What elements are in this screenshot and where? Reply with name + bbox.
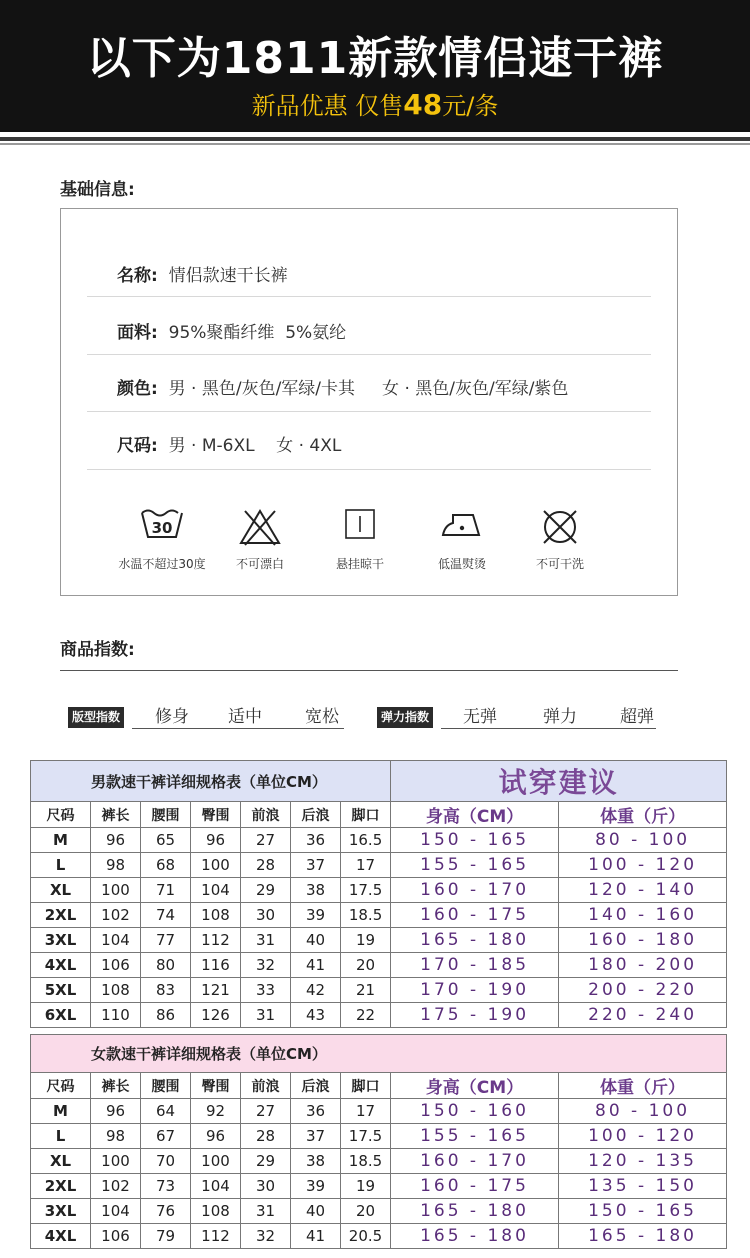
fit-scale-line	[132, 728, 344, 729]
measure-cell: 27	[241, 828, 291, 853]
banner-sub-prefix: 新品优惠 仅售	[251, 92, 404, 120]
measure-cell: 29	[241, 878, 291, 903]
info-divider	[87, 411, 651, 412]
fit-option: 宽松	[305, 707, 339, 727]
col-header: 腰围	[141, 1073, 191, 1099]
measure-cell: 37	[291, 853, 341, 878]
measure-cell: 30	[241, 903, 291, 928]
stretch-index-badge: 弹力指数	[377, 707, 433, 728]
recommend-cell: 165 - 180	[559, 1224, 727, 1249]
info-row-fabric	[117, 318, 346, 343]
table-row	[31, 828, 727, 853]
recommend-cell: 135 - 150	[559, 1174, 727, 1199]
care-item-hang-dry	[305, 507, 415, 572]
size-cell: 4XL	[31, 953, 91, 978]
info-divider	[87, 469, 651, 470]
measure-cell: 80	[141, 953, 191, 978]
measure-cell: 20.5	[341, 1224, 391, 1249]
measure-cell: 20	[341, 1199, 391, 1224]
measure-cell: 31	[241, 1199, 291, 1224]
measure-cell: 108	[191, 1199, 241, 1224]
recommend-cell: 160 - 170	[391, 1149, 559, 1174]
care-item-no-dry-clean	[505, 507, 615, 572]
size-cell: XL	[31, 878, 91, 903]
care-item-no-bleach	[205, 507, 315, 572]
hang-dry-icon	[343, 507, 377, 541]
col-header: 臀围	[191, 802, 241, 828]
recommend-cell: 155 - 165	[391, 853, 559, 878]
recommend-cell: 160 - 175	[391, 1174, 559, 1199]
info-label: 颜色:	[117, 379, 158, 399]
measure-cell: 31	[241, 928, 291, 953]
table-row	[31, 1099, 727, 1124]
measure-cell: 100	[191, 853, 241, 878]
col-header: 前浪	[241, 802, 291, 828]
measure-cell: 106	[91, 1224, 141, 1249]
measure-cell: 108	[191, 903, 241, 928]
care-label: 悬挂晾干	[335, 557, 384, 571]
measure-cell: 96	[191, 828, 241, 853]
measure-cell: 104	[191, 1174, 241, 1199]
measure-cell: 22	[341, 1003, 391, 1028]
stretch-option: 无弹	[463, 707, 497, 727]
measure-cell: 18.5	[341, 903, 391, 928]
wash-30-icon	[139, 507, 185, 541]
recommend-cell: 160 - 180	[559, 928, 727, 953]
care-label: 不可干洗	[535, 557, 584, 571]
measure-cell: 71	[141, 878, 191, 903]
measure-cell: 68	[141, 853, 191, 878]
info-value: 95%聚酯纤维 5%氨纶	[168, 323, 347, 343]
measure-cell: 100	[191, 1149, 241, 1174]
table-row	[31, 903, 727, 928]
recommend-cell: 175 - 190	[391, 1003, 559, 1028]
measure-cell: 96	[91, 1099, 141, 1124]
measure-cell: 17.5	[341, 878, 391, 903]
col-header: 腰围	[141, 802, 191, 828]
measure-cell: 65	[141, 828, 191, 853]
measure-cell: 38	[291, 878, 341, 903]
fit-option: 修身	[155, 707, 189, 727]
measure-cell: 74	[141, 903, 191, 928]
col-header: 尺码	[31, 802, 91, 828]
low-iron-icon	[439, 507, 485, 541]
col-header: 后浪	[291, 802, 341, 828]
banner-price: 48	[403, 88, 443, 121]
measure-cell: 41	[291, 1224, 341, 1249]
col-header: 脚口	[341, 802, 391, 828]
measure-cell: 100	[91, 1149, 141, 1174]
table-row	[31, 853, 727, 878]
table-row	[31, 953, 727, 978]
col-header: 脚口	[341, 1073, 391, 1099]
wash-temp-label: 30	[151, 519, 173, 537]
care-item-low-iron	[407, 507, 517, 572]
size-cell: M	[31, 828, 91, 853]
info-row-size	[117, 431, 341, 456]
recommend-cell: 160 - 175	[391, 903, 559, 928]
women-size-table	[30, 1034, 727, 1249]
measure-cell: 30	[241, 1174, 291, 1199]
recommend-cell: 200 - 220	[559, 978, 727, 1003]
table-row	[31, 1003, 727, 1028]
measure-cell: 106	[91, 953, 141, 978]
measure-cell: 104	[91, 1199, 141, 1224]
measure-cell: 31	[241, 1003, 291, 1028]
measure-cell: 98	[91, 853, 141, 878]
measure-cell: 102	[91, 903, 141, 928]
info-row-name	[117, 261, 288, 286]
measure-cell: 38	[291, 1149, 341, 1174]
measure-cell: 70	[141, 1149, 191, 1174]
col-header: 后浪	[291, 1073, 341, 1099]
recommend-cell: 100 - 120	[559, 1124, 727, 1149]
table-row	[31, 978, 727, 1003]
measure-cell: 40	[291, 1199, 341, 1224]
measure-cell: 32	[241, 953, 291, 978]
measure-cell: 21	[341, 978, 391, 1003]
measure-cell: 92	[191, 1099, 241, 1124]
measure-cell: 110	[91, 1003, 141, 1028]
size-cell: L	[31, 1124, 91, 1149]
recommend-cell: 170 - 185	[391, 953, 559, 978]
care-item-wash	[107, 507, 217, 572]
size-cell: 2XL	[31, 1174, 91, 1199]
recommend-cell: 180 - 200	[559, 953, 727, 978]
info-value: 男 · M-6XL 女 · 4XL	[168, 436, 342, 456]
measure-cell: 27	[241, 1099, 291, 1124]
measure-cell: 40	[291, 928, 341, 953]
product-index-heading: 商品指数:	[60, 640, 135, 660]
measure-cell: 16.5	[341, 828, 391, 853]
size-cell: 3XL	[31, 1199, 91, 1224]
recommend-cell: 160 - 170	[391, 878, 559, 903]
care-label: 不可漂白	[235, 557, 284, 571]
measure-cell: 32	[241, 1224, 291, 1249]
measure-cell: 112	[191, 1224, 241, 1249]
size-cell: 3XL	[31, 928, 91, 953]
measure-cell: 121	[191, 978, 241, 1003]
stretch-option: 超弹	[620, 707, 654, 727]
col-header: 前浪	[241, 1073, 291, 1099]
measure-cell: 43	[291, 1003, 341, 1028]
women-table-header-row	[31, 1073, 727, 1099]
col-header: 尺码	[31, 1073, 91, 1099]
measure-cell: 77	[141, 928, 191, 953]
recommend-cell: 150 - 165	[391, 828, 559, 853]
col-header: 身高（CM）	[391, 1073, 559, 1099]
size-cell: M	[31, 1099, 91, 1124]
fit-option: 适中	[228, 707, 262, 727]
stretch-scale-line	[441, 728, 656, 729]
fit-index-badge: 版型指数	[68, 707, 124, 728]
measure-cell: 64	[141, 1099, 191, 1124]
measure-cell: 37	[291, 1124, 341, 1149]
info-divider	[87, 354, 651, 355]
measure-cell: 19	[341, 1174, 391, 1199]
measure-cell: 42	[291, 978, 341, 1003]
measure-cell: 17.5	[341, 1124, 391, 1149]
measure-cell: 104	[191, 878, 241, 903]
measure-cell: 104	[91, 928, 141, 953]
care-label: 水温不超过30度	[118, 557, 206, 571]
no-dry-clean-icon	[539, 507, 581, 547]
measure-cell: 17	[341, 1099, 391, 1124]
men-table-title: 男款速干裤详细规格表（单位CM）	[31, 761, 391, 802]
measure-cell: 20	[341, 953, 391, 978]
recommend-cell: 155 - 165	[391, 1124, 559, 1149]
measure-cell: 36	[291, 828, 341, 853]
info-label: 名称:	[117, 266, 158, 286]
recommend-cell: 165 - 180	[391, 928, 559, 953]
size-cell: 4XL	[31, 1224, 91, 1249]
col-header: 身高（CM）	[391, 802, 559, 828]
measure-cell: 29	[241, 1149, 291, 1174]
table-row	[31, 1224, 727, 1249]
recommend-cell: 100 - 120	[559, 853, 727, 878]
recommend-cell: 140 - 160	[559, 903, 727, 928]
banner-title: 以下为1811新款情侣速干裤	[86, 33, 664, 84]
info-label: 尺码:	[117, 436, 158, 456]
measure-cell: 19	[341, 928, 391, 953]
measure-cell: 73	[141, 1174, 191, 1199]
measure-cell: 96	[91, 828, 141, 853]
measure-cell: 18.5	[341, 1149, 391, 1174]
men-size-table	[30, 760, 727, 1028]
basic-info-heading: 基础信息:	[60, 180, 135, 200]
info-row-color	[117, 374, 568, 399]
table-row	[31, 1174, 727, 1199]
measure-cell: 79	[141, 1224, 191, 1249]
measure-cell: 100	[91, 878, 141, 903]
recommend-cell: 150 - 165	[559, 1199, 727, 1224]
table-row	[31, 1199, 727, 1224]
recommend-cell: 220 - 240	[559, 1003, 727, 1028]
info-value: 情侣款速干长裤	[168, 266, 288, 286]
info-divider	[87, 296, 651, 297]
recommend-cell: 80 - 100	[559, 1099, 727, 1124]
measure-cell: 76	[141, 1199, 191, 1224]
measure-cell: 83	[141, 978, 191, 1003]
measure-cell: 41	[291, 953, 341, 978]
promo-banner	[0, 0, 750, 132]
size-cell: 6XL	[31, 1003, 91, 1028]
measure-cell: 98	[91, 1124, 141, 1149]
care-label: 低温熨烫	[437, 557, 486, 571]
men-try-on-title: 试穿建议	[391, 761, 727, 802]
table-row	[31, 1149, 727, 1174]
measure-cell: 33	[241, 978, 291, 1003]
info-value: 男 · 黑色/灰色/军绿/卡其 女 · 黑色/灰色/军绿/紫色	[168, 379, 569, 399]
measure-cell: 112	[191, 928, 241, 953]
recommend-cell: 120 - 135	[559, 1149, 727, 1174]
info-label: 面料:	[117, 323, 158, 343]
basic-info-box	[60, 208, 678, 596]
section-divider	[60, 670, 678, 671]
women-table-title: 女款速干裤详细规格表（单位CM）	[31, 1035, 727, 1073]
measure-cell: 17	[341, 853, 391, 878]
measure-cell: 28	[241, 1124, 291, 1149]
col-header: 裤长	[91, 802, 141, 828]
stretch-option: 弹力	[543, 707, 577, 727]
banner-divider	[0, 137, 750, 141]
measure-cell: 116	[191, 953, 241, 978]
size-cell: L	[31, 853, 91, 878]
recommend-cell: 165 - 180	[391, 1224, 559, 1249]
size-cell: XL	[31, 1149, 91, 1174]
measure-cell: 28	[241, 853, 291, 878]
measure-cell: 102	[91, 1174, 141, 1199]
banner-divider-thin	[0, 143, 750, 145]
measure-cell: 36	[291, 1099, 341, 1124]
table-row	[31, 1124, 727, 1149]
measure-cell: 108	[91, 978, 141, 1003]
banner-sub-suffix: 元/条	[442, 92, 499, 120]
recommend-cell: 120 - 140	[559, 878, 727, 903]
col-header: 体重（斤）	[559, 802, 727, 828]
measure-cell: 39	[291, 903, 341, 928]
size-cell: 2XL	[31, 903, 91, 928]
measure-cell: 126	[191, 1003, 241, 1028]
measure-cell: 86	[141, 1003, 191, 1028]
col-header: 臀围	[191, 1073, 241, 1099]
recommend-cell: 170 - 190	[391, 978, 559, 1003]
measure-cell: 96	[191, 1124, 241, 1149]
banner-subtitle	[0, 86, 750, 121]
no-bleach-icon	[237, 507, 283, 547]
col-header: 体重（斤）	[559, 1073, 727, 1099]
table-row	[31, 928, 727, 953]
size-cell: 5XL	[31, 978, 91, 1003]
recommend-cell: 80 - 100	[559, 828, 727, 853]
recommend-cell: 150 - 160	[391, 1099, 559, 1124]
recommend-cell: 165 - 180	[391, 1199, 559, 1224]
measure-cell: 39	[291, 1174, 341, 1199]
measure-cell: 67	[141, 1124, 191, 1149]
table-row	[31, 878, 727, 903]
col-header: 裤长	[91, 1073, 141, 1099]
men-table-header-row	[31, 802, 727, 828]
